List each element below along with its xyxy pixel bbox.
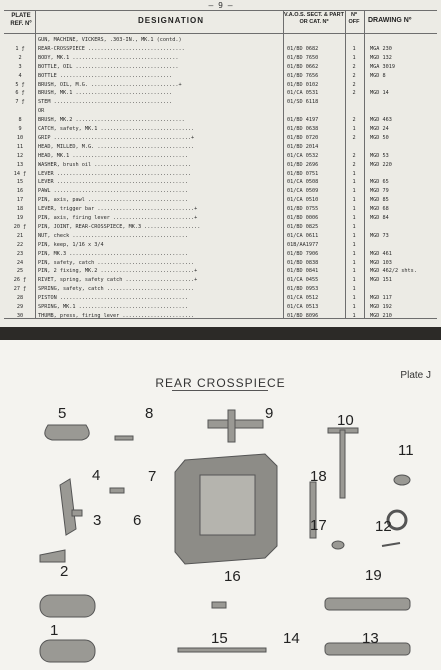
ref-cell: 20 ƒ bbox=[13, 223, 27, 230]
part-1-grip-b bbox=[40, 640, 95, 662]
table-row bbox=[0, 205, 441, 214]
callout-number: 1 bbox=[50, 622, 59, 639]
table-row bbox=[0, 125, 441, 134]
table-row bbox=[0, 250, 441, 259]
plate-label: Plate J bbox=[400, 370, 431, 381]
callout-number: 14 bbox=[283, 630, 300, 647]
part-number-cell: 01/BD 7650 bbox=[287, 54, 319, 61]
table-row bbox=[0, 45, 441, 54]
table-row bbox=[0, 285, 441, 294]
callout-number: 12 bbox=[375, 518, 392, 535]
designation-cell: PIN, axis, pawl ................................ bbox=[38, 197, 188, 204]
ref-cell: 28 bbox=[16, 295, 24, 302]
quantity-cell: 1 bbox=[352, 268, 356, 275]
callout-number: 2 bbox=[60, 563, 69, 580]
quantity-cell: 1 bbox=[352, 126, 356, 132]
designation-cell: BOTTLE, OIL ................................. bbox=[38, 63, 179, 70]
quantity-cell: 2 bbox=[352, 134, 356, 141]
quantity-cell: 1 bbox=[352, 45, 356, 52]
table-row bbox=[0, 196, 441, 205]
table-row bbox=[0, 98, 441, 107]
plate-title: REAR CROSSPIECE bbox=[155, 376, 286, 390]
ref-cell: 10 bbox=[16, 134, 24, 141]
ref-cell: 13 bbox=[16, 161, 24, 168]
designation-cell: PISTON ......................................... bbox=[38, 295, 188, 302]
quantity-cell: 1 bbox=[352, 312, 356, 319]
part-6-pin bbox=[110, 488, 124, 493]
drawing-cell: MGD 85 bbox=[370, 197, 389, 204]
table-row bbox=[0, 81, 441, 90]
ref-cell: 12 bbox=[16, 152, 24, 159]
part-number-cell: 01/BD 0953 bbox=[287, 286, 319, 293]
callout-number: 13 bbox=[362, 630, 379, 647]
callout-number: 8 bbox=[145, 405, 154, 422]
table-row bbox=[0, 241, 441, 250]
drawing-cell: MGD 73 bbox=[370, 232, 389, 239]
designation-cell: HEAD, MK.1 ..................................... bbox=[38, 152, 188, 159]
part-17-piston bbox=[332, 541, 344, 549]
ref-cell: 1 ƒ bbox=[15, 45, 25, 52]
table-row bbox=[0, 170, 441, 179]
ref-cell: 7 ƒ bbox=[15, 99, 25, 106]
table-row bbox=[0, 54, 441, 63]
table-row bbox=[0, 178, 441, 187]
designation-cell: BODY, MK.1 .................................. bbox=[38, 54, 179, 61]
table-row bbox=[0, 223, 441, 232]
table-row bbox=[0, 89, 441, 98]
designation-cell: SPRING, MK.1 ................................... bbox=[38, 304, 188, 310]
quantity-cell: 2 bbox=[352, 90, 356, 97]
table-row bbox=[0, 312, 441, 321]
designation-cell: LEVER .......................................... bbox=[38, 179, 188, 186]
part-number-cell: 01/CA 0611 bbox=[287, 232, 319, 239]
designation-cell: HEAD, MILLED, M.G. ............................... bbox=[38, 143, 195, 150]
designation-cell: BRUSH, OIL, M.G. ............................+ bbox=[38, 81, 182, 88]
designation-cell: STEM ...................................... bbox=[38, 99, 173, 106]
designation-cell: BRUSH, MK.1 ............................... bbox=[38, 90, 173, 97]
part-number-cell: 01/CA 0455 bbox=[287, 277, 319, 284]
designation-cell: LEVER, trigger bar ...............................+ bbox=[38, 206, 198, 213]
quantity-cell: 1 bbox=[352, 232, 356, 239]
designation-cell: WASHER, brush oil ............................... bbox=[38, 161, 192, 168]
quantity-cell: 2 bbox=[352, 161, 356, 168]
callout-number: 16 bbox=[224, 568, 241, 585]
table-row bbox=[0, 214, 441, 223]
part-13-pin-a bbox=[325, 598, 410, 610]
part-number-cell: 01/CA 0531 bbox=[287, 90, 319, 97]
parts-list-page bbox=[0, 0, 441, 327]
part-19-pin bbox=[382, 543, 400, 546]
quantity-cell: 1 bbox=[352, 54, 356, 61]
designation-cell: GRIP ............................................+ bbox=[38, 134, 195, 141]
part-number-cell: 01/BD 7906 bbox=[287, 250, 319, 257]
drawing-cell: MGD 14 bbox=[370, 90, 389, 97]
part-number-cell: 01/CA 0513 bbox=[287, 304, 319, 310]
ref-cell: 25 bbox=[16, 268, 24, 275]
part-1-grip-a bbox=[40, 595, 95, 617]
part-number-cell: 01/BD 4197 bbox=[287, 117, 319, 124]
ref-cell: 27 ƒ bbox=[13, 286, 27, 293]
plate-illustration bbox=[0, 340, 441, 670]
quantity-cell: 1 bbox=[352, 286, 356, 293]
callout-number: 5 bbox=[58, 405, 67, 422]
part-number-cell: 01/BD 2696 bbox=[287, 161, 319, 168]
part-16-pawl bbox=[212, 602, 226, 608]
quantity-cell: 2 bbox=[352, 152, 356, 159]
ref-cell: 21 bbox=[16, 232, 24, 239]
drawing-cell: MGD 84 bbox=[370, 215, 389, 221]
drawing-cell: MGD 53 bbox=[370, 152, 389, 159]
ref-cell: 18 bbox=[16, 206, 24, 213]
part-number-cell: 01/BD 0638 bbox=[287, 126, 319, 132]
part-number-cell: 01/BD 0825 bbox=[287, 223, 319, 230]
part-5-brush bbox=[45, 425, 89, 440]
designation-cell: LEVER ........................................... bbox=[38, 170, 192, 177]
part-14-rod bbox=[178, 648, 266, 652]
ref-cell: 19 bbox=[16, 215, 24, 221]
quantity-cell: 1 bbox=[352, 223, 356, 230]
callout-number: 6 bbox=[133, 512, 142, 529]
ref-cell: 4 bbox=[18, 72, 22, 79]
designation-cell: PIN, keep, 1/16 x 3/4 bbox=[38, 241, 104, 248]
drawing-cell: MGD 103 bbox=[370, 259, 392, 266]
designation-cell: GUN, MACHINE, VICKERS, .303-IN., MK.1 (contd.) bbox=[38, 37, 182, 43]
quantity-cell: 1 bbox=[352, 304, 356, 310]
drawing-cell: MGD 463 bbox=[370, 117, 392, 124]
table-row bbox=[0, 143, 441, 152]
drawing-cell: MGD 151 bbox=[370, 277, 392, 284]
part-number-cell: 01/BD 0682 bbox=[287, 45, 319, 52]
quantity-cell: 1 bbox=[352, 241, 356, 248]
ref-cell: 17 bbox=[16, 197, 24, 204]
rule-top bbox=[4, 10, 437, 11]
part-number-cell: 01/SD 6118 bbox=[287, 99, 319, 106]
drawing-cell: MGD 24 bbox=[370, 126, 389, 132]
designation-cell: THUMB, press, firing lever ....................... bbox=[38, 312, 195, 319]
callout-number: 3 bbox=[93, 512, 102, 529]
callout-number: 11 bbox=[398, 442, 414, 459]
ref-cell: 22 bbox=[16, 241, 24, 248]
drawing-cell: MGD 220 bbox=[370, 161, 392, 168]
part-7-body-window bbox=[200, 475, 255, 535]
part-3 bbox=[72, 510, 82, 516]
designation-cell: BRUSH, MK.2 ................................... bbox=[38, 117, 185, 124]
designation-cell: PIN, MK.3 ...................................... bbox=[38, 250, 188, 257]
quantity-cell: 1 bbox=[352, 170, 356, 177]
header-no-off: Nº OFF bbox=[348, 12, 360, 25]
part-number-cell: 01/BD 0662 bbox=[287, 63, 319, 70]
rule-header-bottom bbox=[4, 33, 437, 34]
part-number-cell: 01/CA 0512 bbox=[287, 295, 319, 302]
quantity-cell: 1 bbox=[352, 250, 356, 257]
part-number-cell: 01/BD 2014 bbox=[287, 143, 319, 150]
quantity-cell: 1 bbox=[352, 179, 356, 186]
part-number-cell: 01/BD 0755 bbox=[287, 206, 319, 213]
part-number-cell: 01B/AA1977 bbox=[287, 241, 319, 248]
part-number-cell: 01/BD 0720 bbox=[287, 134, 319, 141]
quantity-cell: 2 bbox=[352, 72, 356, 79]
drawing-cell: MGD 68 bbox=[370, 206, 389, 213]
callout-number: 9 bbox=[265, 405, 274, 422]
table-row bbox=[0, 36, 441, 45]
callout-number: 4 bbox=[92, 467, 101, 484]
ref-cell: 11 bbox=[16, 143, 24, 150]
drawing-cell: MGD 65 bbox=[370, 179, 389, 186]
table-header bbox=[0, 11, 441, 33]
part-9-stem bbox=[228, 410, 235, 442]
ref-cell: 16 bbox=[16, 188, 24, 195]
designation-cell: PIN, JOINT, REAR-CROSSPIECE, MK.3 .................. bbox=[38, 223, 201, 230]
parts-drawing bbox=[0, 340, 441, 670]
part-number-cell: 01/BD 0102 bbox=[287, 81, 319, 88]
callout-number: 10 bbox=[337, 412, 354, 429]
header-vaos: V.A.O.S. SECT. & PART OR CAT. Nº bbox=[284, 12, 344, 25]
callout-number: 19 bbox=[365, 567, 382, 584]
table-row bbox=[0, 161, 441, 170]
drawing-cell: MGA 230 bbox=[370, 45, 392, 52]
callout-number: 18 bbox=[310, 468, 327, 485]
ref-cell: 29 bbox=[16, 304, 24, 310]
part-8-pin bbox=[115, 436, 133, 440]
table-row bbox=[0, 116, 441, 125]
part-4-lever bbox=[60, 479, 76, 535]
designation-cell: PIN, axis, firing lever ..........................+ bbox=[38, 215, 198, 221]
drawing-cell: MGD 79 bbox=[370, 188, 389, 195]
part-number-cell: 01/CA 0508 bbox=[287, 179, 319, 186]
designation-cell: RIVET, spring, safety catch ......................+ bbox=[38, 277, 198, 284]
designation-cell: NUT, check ..................................... bbox=[38, 232, 188, 239]
designation-cell: PIN, safety, catch ............................... bbox=[38, 259, 195, 266]
drawing-cell: MGD 8 bbox=[370, 72, 386, 79]
table-row bbox=[0, 134, 441, 143]
drawing-cell: MGD 192 bbox=[370, 304, 392, 310]
ref-cell: 5 ƒ bbox=[15, 81, 25, 88]
table-row bbox=[0, 303, 441, 312]
drawing-cell: MGD 50 bbox=[370, 134, 389, 141]
designation-cell: REAR-CROSSPIECE ............................... bbox=[38, 45, 185, 52]
header-designation: DESIGNATION bbox=[138, 16, 204, 25]
drawing-cell: MGD 132 bbox=[370, 54, 392, 61]
part-11-head bbox=[394, 475, 410, 485]
quantity-cell: 2 bbox=[352, 117, 356, 124]
part-number-cell: 01/CA 0509 bbox=[287, 188, 319, 195]
ref-cell: 8 bbox=[18, 117, 22, 124]
ref-cell: 2 bbox=[18, 54, 22, 61]
callout-number: 17 bbox=[310, 517, 327, 534]
ref-cell: 24 bbox=[16, 259, 24, 266]
designation-cell: PAWL ........................................... bbox=[38, 188, 188, 195]
part-number-cell: 01/CA 0510 bbox=[287, 197, 319, 204]
ref-cell: 3 bbox=[18, 63, 22, 70]
designation-cell: PIN, 2 fixing, MK.2 ..............................+ bbox=[38, 268, 198, 275]
part-10-shaft bbox=[340, 430, 345, 498]
drawing-cell: MGA 3019 bbox=[370, 63, 395, 70]
table-row bbox=[0, 259, 441, 268]
drawing-cell: MGD 210 bbox=[370, 312, 392, 319]
table-row bbox=[0, 294, 441, 303]
callout-number: 7 bbox=[148, 468, 157, 485]
part-number-cell: 01/CA 0532 bbox=[287, 152, 319, 159]
ref-cell: 26 ƒ bbox=[13, 277, 27, 284]
drawing-cell: MGD 462/2 shts. bbox=[370, 268, 417, 275]
part-number-cell: 01/BD 0838 bbox=[287, 259, 319, 266]
quantity-cell: 1 bbox=[352, 259, 356, 266]
ref-cell: 30 bbox=[16, 312, 24, 319]
table-row bbox=[0, 267, 441, 276]
part-number-cell: 01/BD 0751 bbox=[287, 170, 319, 177]
quantity-cell: 1 bbox=[352, 295, 356, 302]
designation-cell: BOTTLE .................................... bbox=[38, 72, 173, 79]
page-number: — 9 — bbox=[208, 1, 233, 10]
part-number-cell: 01/BD 7656 bbox=[287, 72, 319, 79]
table-row bbox=[0, 187, 441, 196]
designation-cell: CATCH, safety, MK.1 .............................. bbox=[38, 126, 195, 132]
table-row bbox=[0, 72, 441, 81]
quantity-cell: 1 bbox=[352, 215, 356, 221]
quantity-cell: 2 bbox=[352, 81, 356, 88]
table-row bbox=[0, 63, 441, 72]
ref-cell: 14 ƒ bbox=[13, 170, 27, 177]
quantity-cell: 1 bbox=[352, 188, 356, 195]
quantity-cell: 2 bbox=[352, 63, 356, 70]
header-plate-ref: PLATE REF. Nº bbox=[10, 13, 32, 27]
part-number-cell: 01/BD 0841 bbox=[287, 268, 319, 275]
ref-cell: 6 ƒ bbox=[15, 90, 25, 97]
quantity-cell: 1 bbox=[352, 277, 356, 284]
drawing-cell: MGD 117 bbox=[370, 295, 392, 302]
header-drawing: DRAWING Nº bbox=[368, 17, 412, 24]
quantity-cell: 1 bbox=[352, 206, 356, 213]
ref-cell: 9 bbox=[18, 126, 22, 132]
table-row bbox=[0, 152, 441, 161]
ref-cell: 23 bbox=[16, 250, 24, 257]
quantity-cell: 1 bbox=[352, 197, 356, 204]
table-row bbox=[0, 276, 441, 285]
part-number-cell: 01/BD 8096 bbox=[287, 312, 319, 319]
designation-cell: OR bbox=[38, 108, 45, 115]
ref-cell: 15 bbox=[16, 179, 24, 186]
part-number-cell: 01/BD 0006 bbox=[287, 215, 319, 221]
drawing-cell: MGD 461 bbox=[370, 250, 392, 257]
table-row bbox=[0, 232, 441, 241]
part-2-thumb bbox=[40, 550, 65, 562]
callout-number: 15 bbox=[211, 630, 228, 647]
table-row bbox=[0, 107, 441, 116]
designation-cell: SPRING, safety, catch ............................ bbox=[38, 286, 195, 293]
